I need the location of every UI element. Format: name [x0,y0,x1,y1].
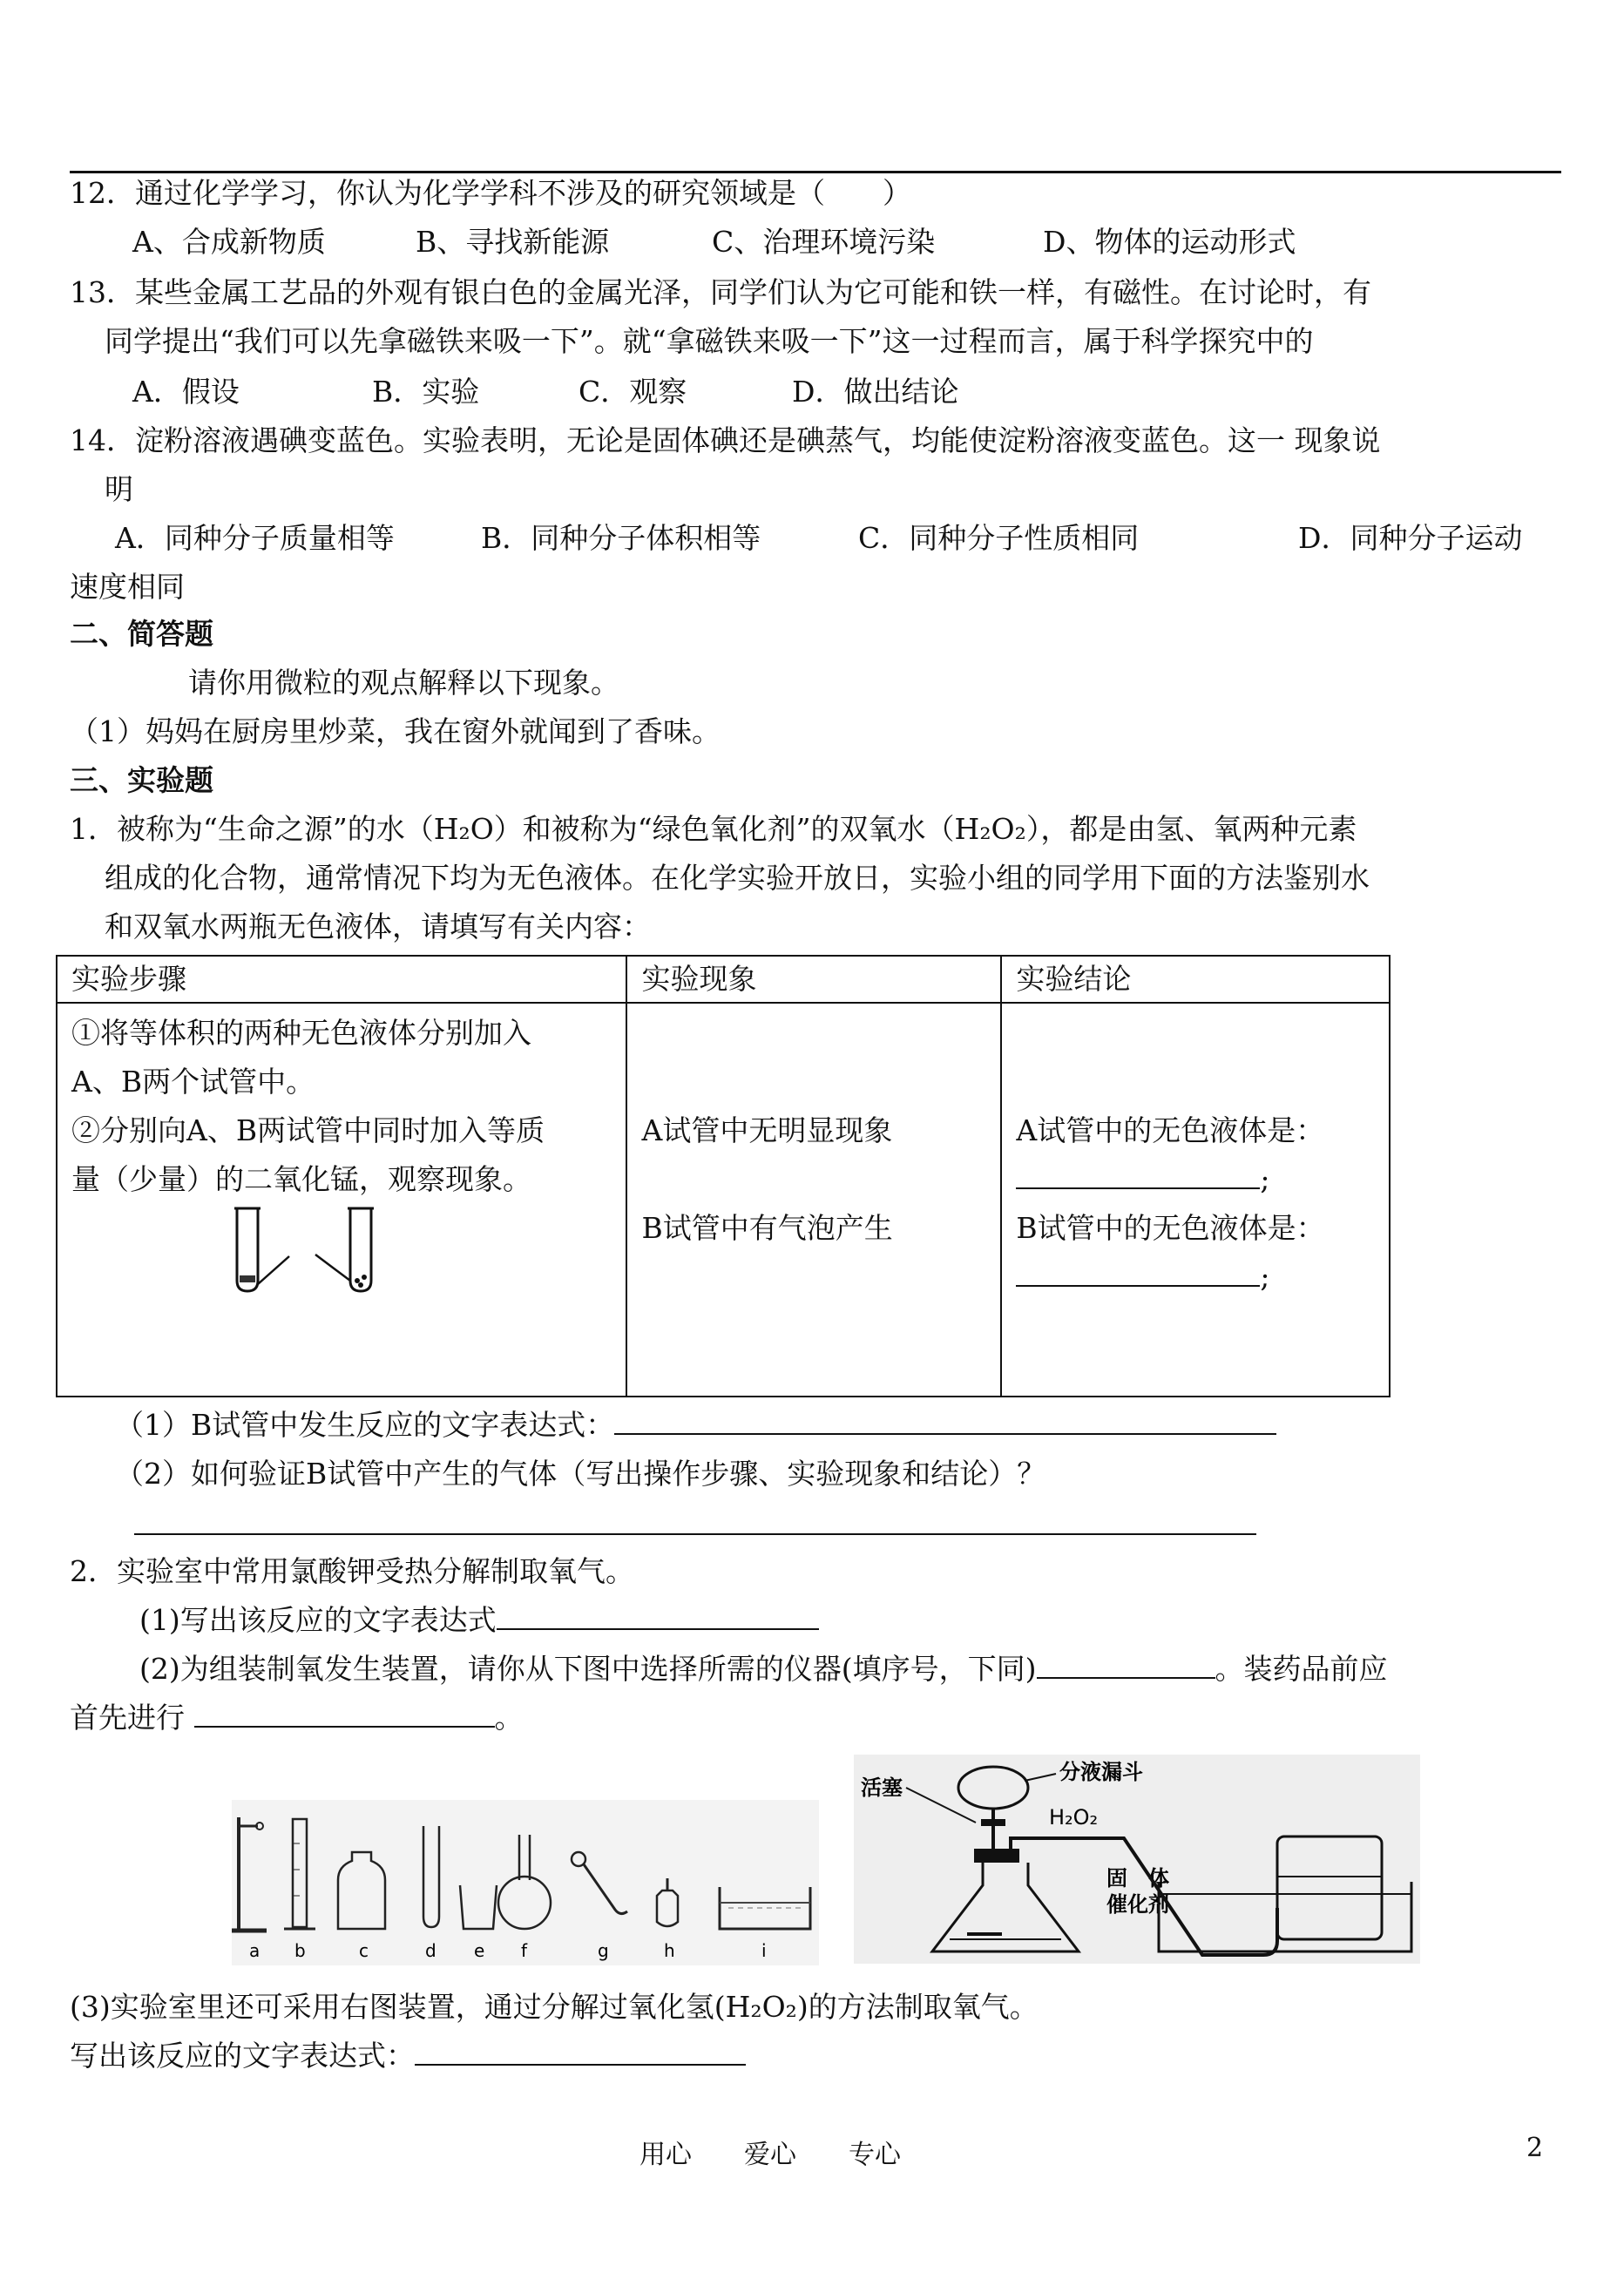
header-rule [70,171,1561,173]
q13-option-b: B．实验 [372,375,480,409]
apparatus-label-a: a [249,1940,261,1961]
e1-q1-answer-blank[interactable] [614,1407,1276,1435]
step-line-3: ②分别向A、B两试管中同时加入等质 [71,1113,545,1147]
e2-q2-text: (2)为组装制氧发生装置，请你从下图中选择所需的仪器(填序号，下同) [139,1652,1037,1686]
test-tubes-figure [202,1204,464,1300]
e2-q3-answer-blank[interactable] [415,2038,746,2066]
phenomena-cell [626,1003,1001,1397]
q14-option-b: B．同种分子体积相等 [481,521,761,555]
e2-q2-answer-blank[interactable] [1037,1651,1215,1679]
q13-line1: 13．某些金属工艺品的外观有银白色的金属光泽，同学们认为它可能和铁一样，有磁性。在讨论时，有 [70,275,1371,309]
e2-q1 [139,1601,819,1640]
experiment-table [56,955,1391,1397]
phenomenon-b: B试管中有气泡产生 [641,1211,893,1245]
e1-q2: （2）如何验证B试管中产生的气体（写出操作步骤、实验现象和结论）？ [115,1457,1046,1491]
e2-q1-answer-blank[interactable] [497,1602,819,1630]
conclusion-a-semicolon: ; [1260,1162,1270,1196]
table-header-row [57,956,1390,1003]
apparatus-label-e: e [474,1940,485,1961]
conclusion-a-blank-line [1016,1155,1375,1204]
conclusion-b-blank[interactable] [1016,1259,1260,1287]
q14-tail: 速度相同 [70,570,185,604]
q14-option-a: A．同种分子质量相等 [115,521,395,555]
e2-q2-text-b: 。装药品前应 [1215,1652,1388,1686]
q12-option-b: B、寻找新能源 [416,225,610,259]
step-line-4: 量（少量）的二氧化锰，观察现象。 [71,1162,531,1196]
apparatus-label-h: h [664,1940,675,1961]
q13-option-c: C．观察 [579,375,687,409]
e2-q2-first-step-blank[interactable] [194,1700,495,1728]
apparatus-figure-right [854,1755,1420,1964]
apparatus-label-c: c [359,1940,369,1961]
page-number: 2 [1526,2133,1544,2163]
e2-q3: (3)实验室里还可采用右图装置，通过分解过氧化氢(H₂O₂)的方法制取氧气。 [70,1990,1039,2024]
q12-options [132,223,1296,261]
steps-cell [57,1003,626,1397]
apparatus-label-i: i [761,1940,767,1961]
e1-q2-answer-line[interactable] [134,1533,1256,1535]
e1-line2: 组成的化合物，通常情况下均为无色液体。在化学实验开放日，实验小组的同学用下面的方法鉴别水 [105,861,1370,895]
section2-intro: 请你用微粒的观点解释以下现象。 [188,666,619,700]
e1-line1: 1．被称为“生命之源”的水（H₂O）和被称为“绿色氧化剂”的双氧水（H₂O₂），都是由氢、氧两种元素 [70,812,1357,846]
apparatus-label-g: g [598,1940,609,1961]
phenomenon-a: A试管中无明显现象 [641,1113,893,1147]
reagent-label: H₂O₂ [1049,1805,1099,1830]
q14-option-c: C．同种分子性质相同 [858,521,1140,555]
footer-motto: 用心 爱心 专心 [639,2140,901,2170]
e1-q1-text: （1）B试管中发生反应的文字表达式： [115,1408,615,1442]
e2-q2-cont [70,1699,524,1737]
e2-q3b [70,2037,746,2075]
e2-q1-text: (1)写出该反应的文字表达式 [139,1603,497,1637]
apparatus-figure-left [232,1800,819,1965]
conclusion-b: B试管中的无色液体是： [1016,1211,1325,1245]
q14-option-d: D．同种分子运动 [1298,521,1523,555]
q12-option-a: A、合成新物质 [132,225,326,259]
apparatus-label-d: d [425,1940,436,1961]
e2-q2-text-c: 首先进行 [70,1701,185,1735]
e2-q2-text-d: 。 [494,1701,524,1735]
conclusion-b-semicolon: ; [1260,1260,1270,1294]
valve-label: 活塞 [861,1776,903,1800]
table-header-conclusions: 实验结论 [1001,956,1390,1003]
table-header-phenomena: 实验现象 [626,956,1001,1003]
q13-option-a: A．假设 [132,375,240,409]
section2-item1: （1）妈妈在厨房里炒菜，我在窗外就闻到了香味。 [70,714,721,748]
conclusion-a: A试管中的无色液体是： [1016,1113,1325,1147]
q13-options [132,373,958,411]
conclusion-a-blank[interactable] [1016,1161,1260,1189]
q13-line2: 同学提出“我们可以先拿磁铁来吸一下”。就“拿磁铁来吸一下”这一过程而言，属于科学探究中的 [105,324,1314,358]
table-row [57,1003,1390,1397]
conclusion-b-blank-line [1016,1253,1375,1302]
catalyst-label-2: 催化剂 [1106,1892,1169,1917]
table-header-steps: 实验步骤 [57,956,626,1003]
e1-q1 [115,1406,1276,1444]
q13-option-d: D．做出结论 [792,375,959,409]
e2-q2 [139,1650,1388,1688]
section2-title: 二、简答题 [70,617,213,651]
conclusions-cell [1001,1003,1390,1397]
apparatus-label-b: b [294,1940,306,1961]
section3-title: 三、实验题 [70,763,213,797]
catalyst-label-1: 固 体 [1106,1866,1169,1891]
q12-stem: 12．通过化学学习，你认为化学学科不涉及的研究领域是（ ） [70,176,911,210]
e2-stem: 2．实验室中常用氯酸钾受热分解制取氧气。 [70,1554,634,1588]
e2-q3b-text: 写出该反应的文字表达式： [70,2039,415,2073]
q14-line1: 14．淀粉溶液遇碘变蓝色。实验表明，无论是固体碘还是碘蒸气，均能使淀粉溶液变蓝色。这一 现象说 [70,423,1381,457]
step-line-2: A、B两个试管中。 [71,1065,315,1099]
q14-line2: 明 [105,472,133,506]
e1-line3: 和双氧水两瓶无色液体，请填写有关内容： [105,910,651,944]
q12-option-c: C、治理环境污染 [712,225,936,259]
apparatus-label-f: f [521,1940,528,1961]
q14-options [115,519,1522,558]
q12-option-d: D、物体的运动形式 [1043,225,1296,259]
funnel-label: 分液漏斗 [1059,1760,1143,1784]
step-line-1: ①将等体积的两种无色液体分别加入 [71,1016,531,1050]
